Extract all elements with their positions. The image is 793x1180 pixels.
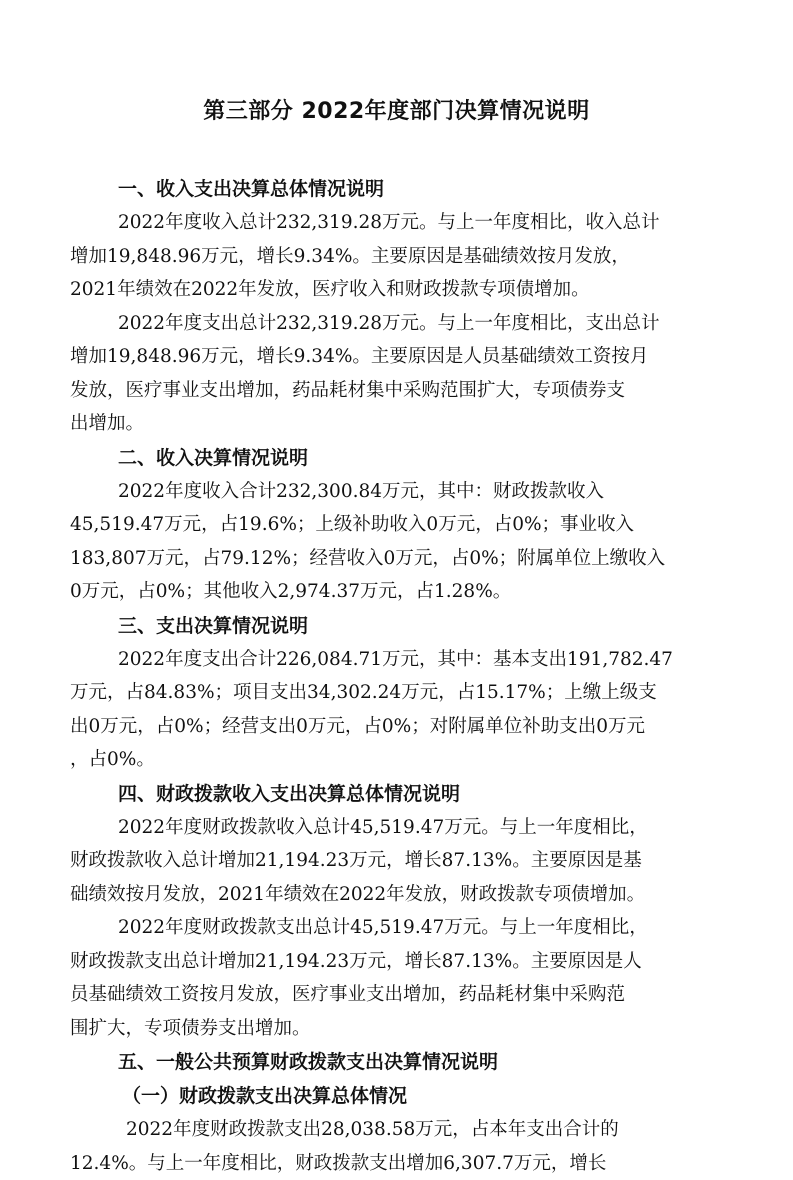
text-line: 2022年度收入合计232,300.84万元，其中：财政拨款收入 xyxy=(70,475,726,509)
text-line: 2022年度支出总计232,319.28万元。与上一年度相比，支出总计 xyxy=(70,307,726,341)
text-line: 2022年度收入总计232,319.28万元。与上一年度相比，收入总计 xyxy=(70,206,726,240)
text-line: 围扩大，专项债券支出增加。 xyxy=(70,1012,726,1046)
paragraph-2-1 xyxy=(70,475,726,609)
section-heading-3: 三、支出决算情况说明 xyxy=(70,609,726,643)
text-line: 础绩效按月发放，2021年绩效在2022年发放，财政拨款专项债增加。 xyxy=(70,878,726,912)
page-title: 第三部分 2022年度部门决算情况说明 xyxy=(0,96,793,128)
paragraph-3-1 xyxy=(70,643,726,777)
text-line: 发放，医疗事业支出增加，药品耗材集中采购范围扩大，专项债券支 xyxy=(70,374,726,408)
text-line: 员基础绩效工资按月发放，医疗事业支出增加，药品耗材集中采购范 xyxy=(70,978,726,1012)
paragraph-4-1 xyxy=(70,811,726,912)
text-line: 2022年度财政拨款收入总计45,519.47万元。与上一年度相比， xyxy=(70,811,726,845)
section-heading-1: 一、收入支出决算总体情况说明 xyxy=(70,172,726,206)
text-line: 2021年绩效在2022年发放，医疗收入和财政拨款专项债增加。 xyxy=(70,273,726,307)
text-line: ，占0%。 xyxy=(70,743,726,777)
text-line: 财政拨款支出总计增加21,194.23万元，增长87.13%。主要原因是人 xyxy=(70,945,726,979)
paragraph-4-2 xyxy=(70,911,726,1045)
text-line: 财政拨款收入总计增加21,194.23万元，增长87.13%。主要原因是基 xyxy=(70,844,726,878)
text-line: 增加19,848.96万元，增长9.34%。主要原因是基础绩效按月发放， xyxy=(70,240,726,274)
text-line: 出0万元，占0%；经营支出0万元，占0%；对附属单位补助支出0万元 xyxy=(70,710,726,744)
subsection-heading-5-1: （一）财政拨款支出决算总体情况 xyxy=(70,1079,726,1113)
text-line: 增加19,848.96万元，增长9.34%。主要原因是人员基础绩效工资按月 xyxy=(70,340,726,374)
text-line: 45,519.47万元，占19.6%；上级补助收入0万元，占0%；事业收入 xyxy=(70,508,726,542)
text-line: 12.4%。与上一年度相比，财政拨款支出增加6,307.7万元，增长 xyxy=(70,1147,726,1180)
text-line: 2022年度财政拨款支出28,038.58万元，占本年支出合计的 xyxy=(70,1113,726,1147)
section-heading-2: 二、收入决算情况说明 xyxy=(70,441,726,475)
text-line: 183,807万元，占79.12%；经营收入0万元，占0%；附属单位上缴收入 xyxy=(70,542,726,576)
text-line: 万元，占84.83%；项目支出34,302.24万元，占15.17%；上缴上级支 xyxy=(70,676,726,710)
paragraph-5-1 xyxy=(70,1113,726,1180)
text-line: 出增加。 xyxy=(70,407,726,441)
section-heading-4: 四、财政拨款收入支出决算总体情况说明 xyxy=(70,777,726,811)
paragraph-1-1 xyxy=(70,206,726,307)
section-heading-5: 五、一般公共预算财政拨款支出决算情况说明 xyxy=(70,1045,726,1079)
document-body xyxy=(70,172,726,1180)
text-line: 2022年度财政拨款支出总计45,519.47万元。与上一年度相比， xyxy=(70,911,726,945)
text-line: 2022年度支出合计226,084.71万元，其中：基本支出191,782.47 xyxy=(70,643,726,677)
paragraph-1-2 xyxy=(70,307,726,441)
text-line: 0万元，占0%；其他收入2,974.37万元，占1.28%。 xyxy=(70,575,726,609)
